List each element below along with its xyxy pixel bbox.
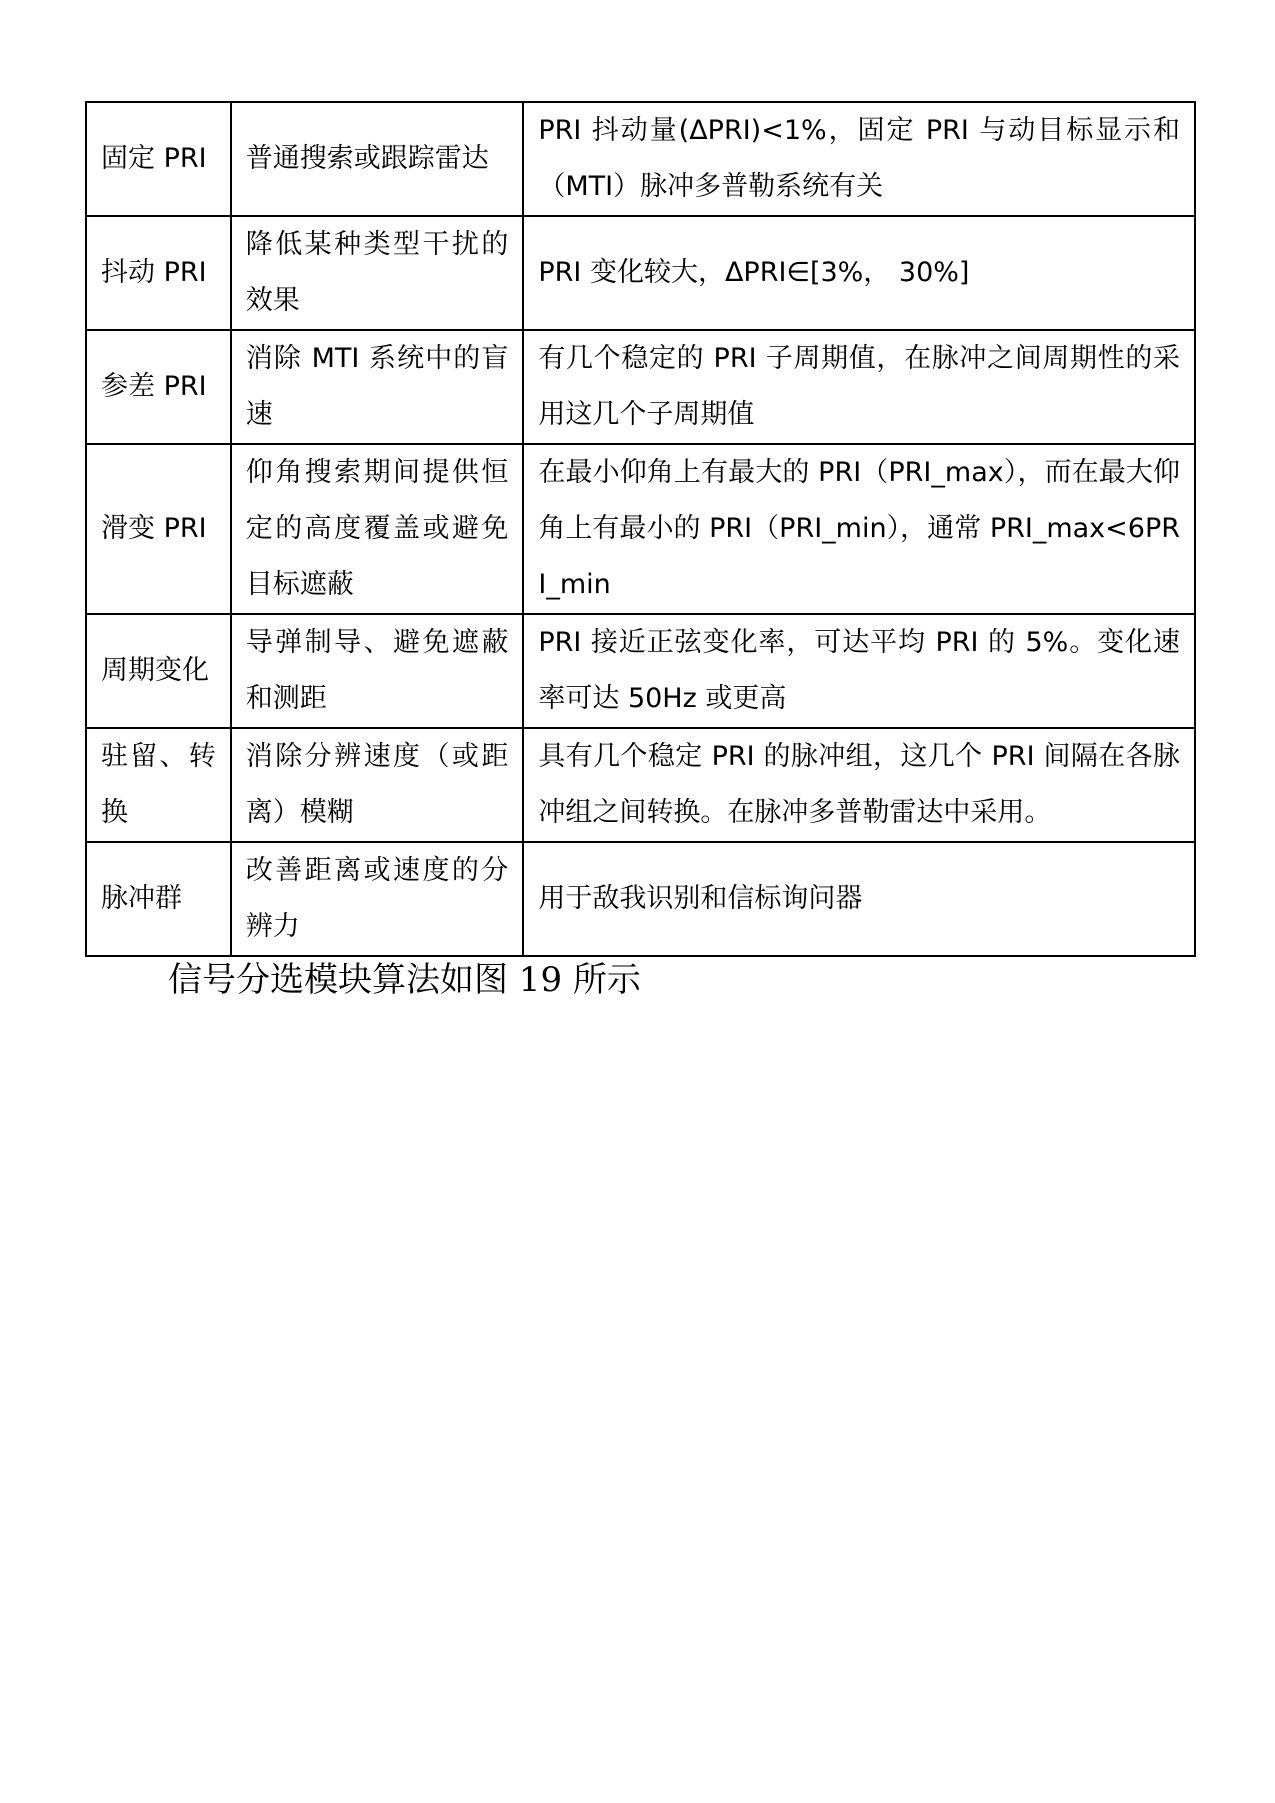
pri-type-table (85, 101, 1196, 957)
pri-type-cell: 脉冲群 (86, 842, 231, 956)
table-row (86, 102, 1195, 216)
pri-feature-cell: PRI 变化较大，ΔPRI∈[3%， 30%] (523, 216, 1195, 330)
table-row (86, 330, 1195, 444)
pri-type-cell: 参差 PRI (86, 330, 231, 444)
table-row (86, 614, 1195, 728)
pri-purpose-cell: 降低某种类型干扰的效果 (231, 216, 524, 330)
table-row (86, 216, 1195, 330)
pri-feature-cell: 有几个稳定的 PRI 子周期值，在脉冲之间周期性的采用这几个子周期值 (523, 330, 1195, 444)
pri-feature-cell: PRI 接近正弦变化率，可达平均 PRI 的 5%。变化速率可达 50Hz 或更高 (523, 614, 1195, 728)
pri-purpose-cell: 消除分辨速度（或距离）模糊 (231, 728, 524, 842)
table-row (86, 444, 1195, 614)
pri-feature-cell: 用于敌我识别和信标询问器 (523, 842, 1195, 956)
pri-type-cell: 周期变化 (86, 614, 231, 728)
pri-purpose-cell: 导弹制导、避免遮蔽和测距 (231, 614, 524, 728)
table-row (86, 842, 1195, 956)
pri-type-cell: 滑变 PRI (86, 444, 231, 614)
pri-purpose-cell: 仰角搜索期间提供恒定的高度覆盖或避免目标遮蔽 (231, 444, 524, 614)
pri-purpose-cell: 普通搜索或跟踪雷达 (231, 102, 524, 216)
pri-type-cell: 抖动 PRI (86, 216, 231, 330)
pri-type-cell: 驻留、转换 (86, 728, 231, 842)
pri-purpose-cell: 改善距离或速度的分辨力 (231, 842, 524, 956)
pri-feature-cell: PRI 抖动量(ΔPRI)<1%，固定 PRI 与动目标显示和（MTI）脉冲多普勒系统有关 (523, 102, 1195, 216)
table-row (86, 728, 1195, 842)
pri-type-cell: 固定 PRI (86, 102, 231, 216)
figure-reference-text: 信号分选模块算法如图 19 所示 (168, 960, 641, 1000)
pri-purpose-cell: 消除 MTI 系统中的盲速 (231, 330, 524, 444)
pri-feature-cell: 在最小仰角上有最大的 PRI（PRI_max），而在最大仰角上有最小的 PRI（PRI_min），通常 PRI_max<6PRI_min (523, 444, 1195, 614)
pri-feature-cell: 具有几个稳定 PRI 的脉冲组，这几个 PRI 间隔在各脉冲组之间转换。在脉冲多普勒雷达中采用。 (523, 728, 1195, 842)
